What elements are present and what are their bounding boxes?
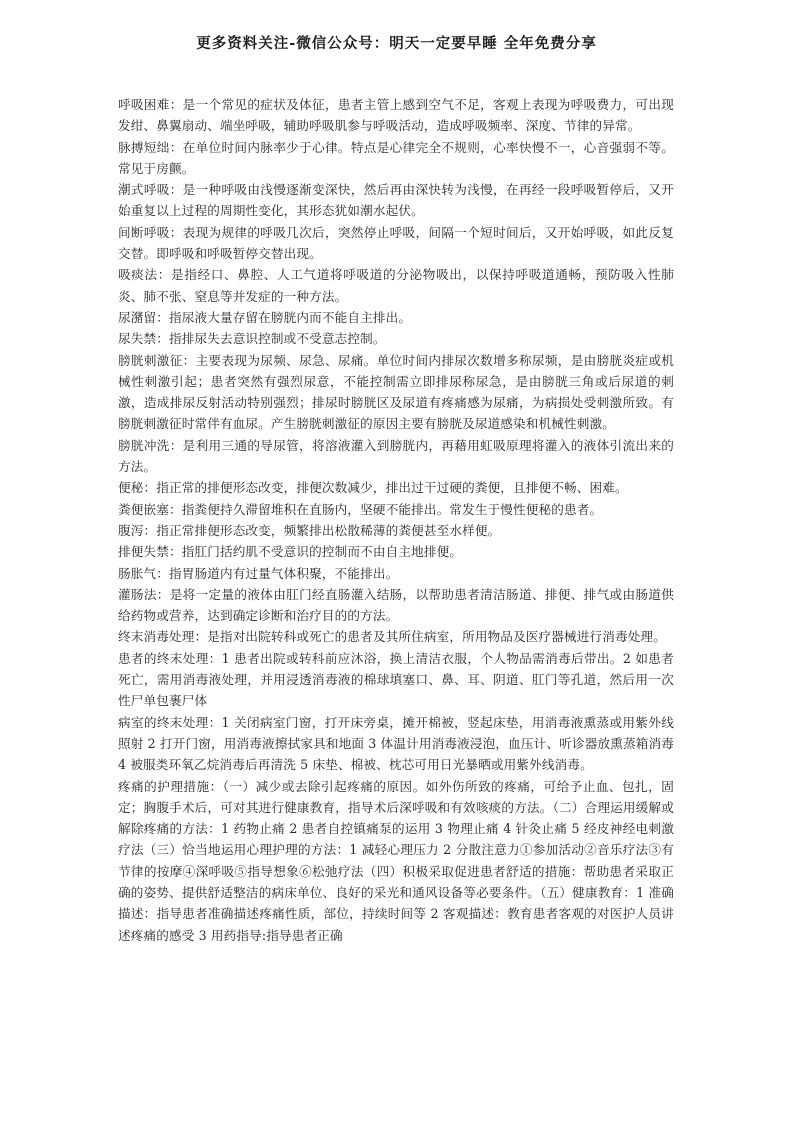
paragraph-patient-terminal-care: 患者的终末处理：1 患者出院或转科前应沐浴，换上清洁衣服，个人物品需消毒后带出。2 如患者死亡，需用消毒液处理，并用浸透消毒液的棉球填塞口、鼻、耳、阴道、肛门等孔道，然后用一次性尸单包裹尸体: [118, 650, 674, 709]
paragraph-intermittent-breathing: 间断呼吸：表现为规律的呼吸几次后，突然停止呼吸，间隔一个短时间后，又开始呼吸，如此反复交替。即呼吸和呼吸暂停交替出现。: [118, 224, 674, 262]
paragraph-dyspnea: 呼吸困难：是一个常见的症状及体征，患者主管上感到空气不足，客观上表现为呼吸费力，可出现发绀、鼻翼扇动、端坐呼吸，辅助呼吸肌参与呼吸活动，造成呼吸频率、深度、节律的异常。: [118, 97, 674, 134]
paragraph-flatulence: 肠胀气：指胃肠道内有过量气体积聚，不能排出。: [118, 565, 399, 581]
paragraph-tidal-breathing: 潮式呼吸：是一种呼吸由浅慢逐渐变深快，然后再由深快转为浅慢，在再经一段呼吸暂停后，又开始重复以上过程的周期性变化，其形态犹如潮水起伏。: [118, 182, 674, 219]
paragraph-urinary-retention: 尿潴留：指尿液大量存留在膀胱内而不能自主排出。: [118, 309, 412, 325]
paragraph-terminal-disinfection: 终末消毒处理：是指对出院转科或死亡的患者及其所住病室，所用物品及医疗器械进行消毒处理。: [118, 629, 666, 645]
paragraph-constipation: 便秘：指正常的排便形态改变，排便次数减少，排出过干过硬的粪便，且排便不畅、困难。: [118, 480, 628, 496]
document-body: [118, 94, 674, 946]
paragraph-bladder-irrigation: 膀胱冲洗：是利用三通的导尿管，将溶液灌入到膀胱内，再藉用虹吸原理将灌入的液体引流出来的方法。: [118, 437, 674, 475]
paragraph-suction: 吸痰法：是指经口、鼻腔、人工气道将呼吸道的分泌物吸出，以保持呼吸道通畅，预防吸入性肺炎、肺不张、窒息等并发症的一种方法。: [118, 267, 674, 304]
paragraph-ward-terminal-care: 病室的终末处理：1 关闭病室门窗，打开床旁桌，摊开棉被，竖起床垫，用消毒液熏蒸或用紫外线照射 2 打开门窗，用消毒液擦拭家具和地面 3 体温计用消毒液浸泡，血压计、听诊器放熏蒸箱消毒 4 被服类环氧乙烷消毒后再清洗 5 床垫、棉被、枕芯可用日光暴晒或用紫外线消毒。: [118, 714, 674, 773]
paragraph-diarrhea: 腹泻：指正常排便形态改变，频繁排出松散稀薄的粪便甚至水样便。: [118, 522, 501, 538]
paragraph-fecal-impaction: 粪便嵌塞：指粪便持久滞留堆积在直肠内，坚硬不能排出。常发生于慢性便秘的患者。: [118, 501, 603, 517]
page-header: 更多资料关注-微信公众号：明天一定要早睡 全年免费分享: [196, 35, 597, 52]
paragraph-pain-nursing: 疼痛的护理措施：（一）减少或去除引起疼痛的原因。如外伤所致的疼痛，可给予止血、包扎，固定；胸腹手术后，可对其进行健康教育，指导术后深呼吸和有效咳痰的方法。（二）合理运用缓解或解除疼痛的方法：1 药物止痛 2 患者自控镇痛泵的运用 3 物理止痛 4 针灸止痛 5 经皮神经电刺激疗法（三）恰当地运用心理护理的方法：1 减轻心理压力 2 分散注意力①参加活动②音乐疗法③有节律的按摩④深呼吸⑤指导想象⑥松弛疗法（四）积极采取促进患者舒适的措施：帮助患者采取正确的姿势、提供舒适整洁的病床单位、良好的采光和通风设备等必要条件。（五）健康教育：1 准确描述：指导患者准确描述疼痛性质，部位，持续时间等 2 客观描述：教育患者客观的对医护人员讲述疼痛的感受 3 用药指导:指导患者正确: [118, 778, 674, 943]
paragraph-pulse-deficit: 脉搏短绌：在单位时间内脉率少于心律。特点是心律完全不规则，心率快慢不一，心音强弱不等。常见于房颤。: [118, 139, 674, 176]
paragraph-bladder-irritation: 膀胱刺激征：主要表现为尿频、尿急、尿痛。单位时间内排尿次数增多称尿频，是由膀胱炎症或机械性刺激引起；患者突然有强烈尿意，不能控制需立即排尿称尿急，是由膀胱三角或后尿道的刺激，造成排尿反射活动特别强烈；排尿时膀胱区及尿道有疼痛感为尿痛，为病损处受刺激所致。有膀胱刺激征时常伴有血尿。产生膀胱刺激征的原因主要有膀胱及尿道感染和机械性刺激。: [118, 352, 674, 432]
paragraph-enema: 灌肠法：是将一定量的液体由肛门经直肠灌入结肠，以帮助患者清洁肠道、排便、排气或由肠道供给药物或营养，达到确定诊断和治疗目的的方法。: [118, 586, 674, 624]
paragraph-urinary-incontinence: 尿失禁：指排尿失去意识控制或不受意志控制。: [118, 331, 386, 347]
paragraph-fecal-incontinence: 排便失禁：指肛门括约肌不受意识的控制而不由自主地排便。: [118, 544, 463, 560]
